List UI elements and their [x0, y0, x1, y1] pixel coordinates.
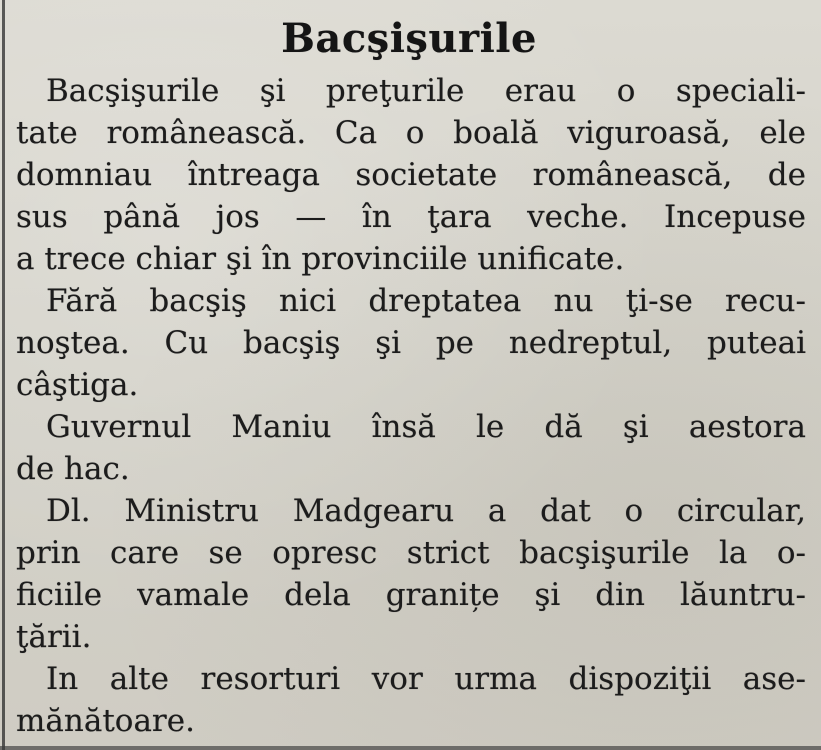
article-line: ficiile vamale dela granițe şi din lăuntru-	[16, 577, 806, 613]
article-paragraph	[16, 280, 806, 406]
article-paragraph	[16, 658, 806, 742]
article-title: Bacşişurile	[281, 15, 537, 62]
article-paragraph	[16, 406, 806, 490]
article-line: In alte resorturi vor urma dispoziţii ase-	[46, 661, 806, 697]
article-line: Bacşişurile şi preţurile erau o speciali-	[46, 73, 806, 109]
article-line: mănătoare.	[16, 703, 195, 739]
article	[16, 15, 806, 742]
article-line: sus până jos — în ţara veche. Incepuse	[16, 199, 806, 235]
article-line: domniau întreaga societate românească, de	[16, 157, 806, 193]
bottom-rule-line	[0, 746, 821, 750]
column-divider-line	[2, 0, 5, 750]
article-line: Fără bacşiş nici dreptatea nu ţi-se recu-	[46, 283, 806, 319]
article-line: prin care se opresc strict bacşişurile la o-	[16, 535, 806, 571]
article-line: ţării.	[16, 619, 92, 655]
article-paragraph	[16, 70, 806, 280]
article-line: tate românească. Ca o boală viguroasă, ele	[16, 115, 806, 151]
article-line: noştea. Cu bacşiş şi pe nedreptul, puteai	[16, 325, 806, 361]
article-paragraph	[16, 490, 806, 658]
article-line: câştiga.	[16, 367, 139, 403]
article-line: Dl. Ministru Madgearu a dat o circular,	[46, 493, 806, 529]
article-line: Guvernul Maniu însă le dă şi aestora	[46, 409, 806, 445]
article-line: de hac.	[16, 451, 130, 487]
article-line: a trece chiar şi în provinciile unificate.	[16, 241, 625, 277]
